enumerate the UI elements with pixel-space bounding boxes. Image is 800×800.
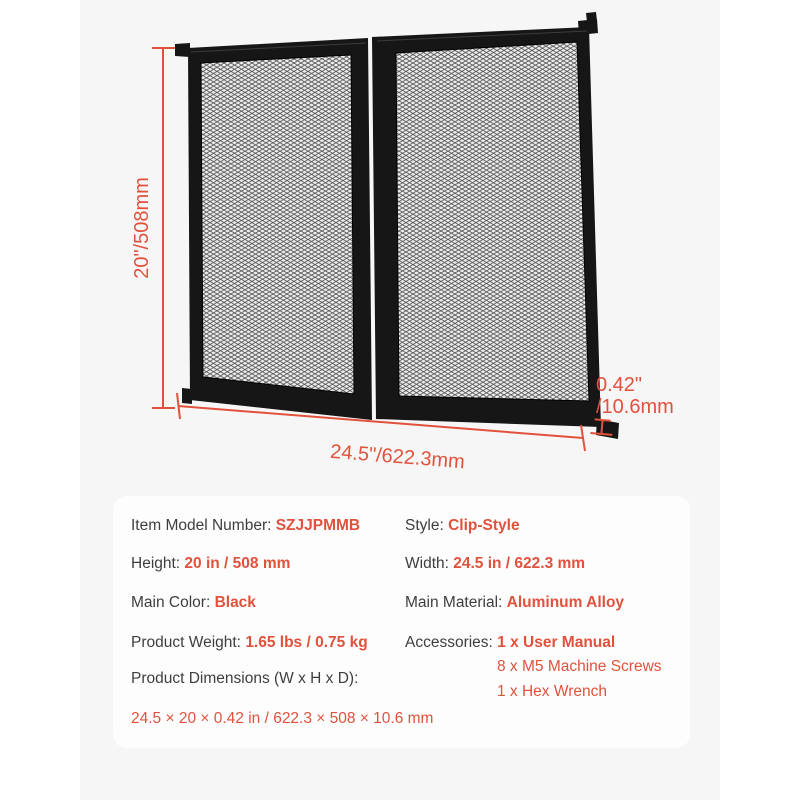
spec-value: 20 in / 508 mm	[184, 555, 291, 572]
mesh-panel-left	[175, 38, 372, 420]
spec-label: Product Dimensions (W x H x D):	[131, 670, 359, 687]
spec-product-dimensions-value: 24.5 × 20 × 0.42 in / 622.3 × 508 × 10.6 mm	[131, 710, 434, 727]
spec-value: Black	[214, 594, 256, 611]
height-dimension-label: 20"/508mm	[131, 177, 153, 279]
spec-label: Accessories:	[405, 634, 498, 651]
panel-left-end-cap	[175, 43, 190, 57]
spec-accessory-wrench: 1 x Hex Wrench	[497, 683, 607, 700]
spec-accessories	[405, 632, 615, 654]
spec-label: Width:	[405, 555, 454, 572]
spec-value: 1.65 lbs / 0.75 kg	[245, 634, 368, 651]
spec-value: Clip-Style	[448, 517, 520, 534]
spec-label: Product Weight:	[131, 634, 246, 651]
spec-label: Height:	[131, 555, 185, 572]
mesh-panel-right	[372, 12, 619, 439]
spec-label: Style:	[405, 517, 449, 534]
depth-dimension-label-line2: /10.6mm	[596, 396, 674, 418]
spec-item-model-number	[131, 515, 360, 537]
panel-right-mesh	[396, 42, 589, 401]
spec-value: SZJJPMMB	[275, 517, 361, 534]
spec-product-dimensions-label	[131, 668, 358, 690]
spec-height	[131, 553, 290, 575]
spec-card	[113, 496, 690, 748]
depth-dimension-label-line1: 0.42"	[596, 374, 643, 396]
spec-label: Main Color:	[131, 594, 215, 611]
spec-value: Aluminum Alloy	[506, 594, 625, 611]
spec-style	[405, 515, 520, 537]
spec-main-material	[405, 592, 624, 614]
spec-width	[405, 553, 585, 575]
spec-label: Item Model Number:	[131, 517, 276, 534]
spec-main-color	[131, 592, 256, 614]
spec-accessory-screws: 8 x M5 Machine Screws	[497, 658, 662, 675]
spec-label: Main Material:	[405, 594, 507, 611]
width-dimension-label: 24.5"/622.3mm	[329, 440, 466, 474]
spec-value: 1 x User Manual	[497, 634, 616, 651]
spec-value: 24.5 in / 622.3 mm	[453, 555, 586, 572]
panel-left-mesh	[201, 55, 354, 394]
spec-product-weight	[131, 632, 368, 654]
